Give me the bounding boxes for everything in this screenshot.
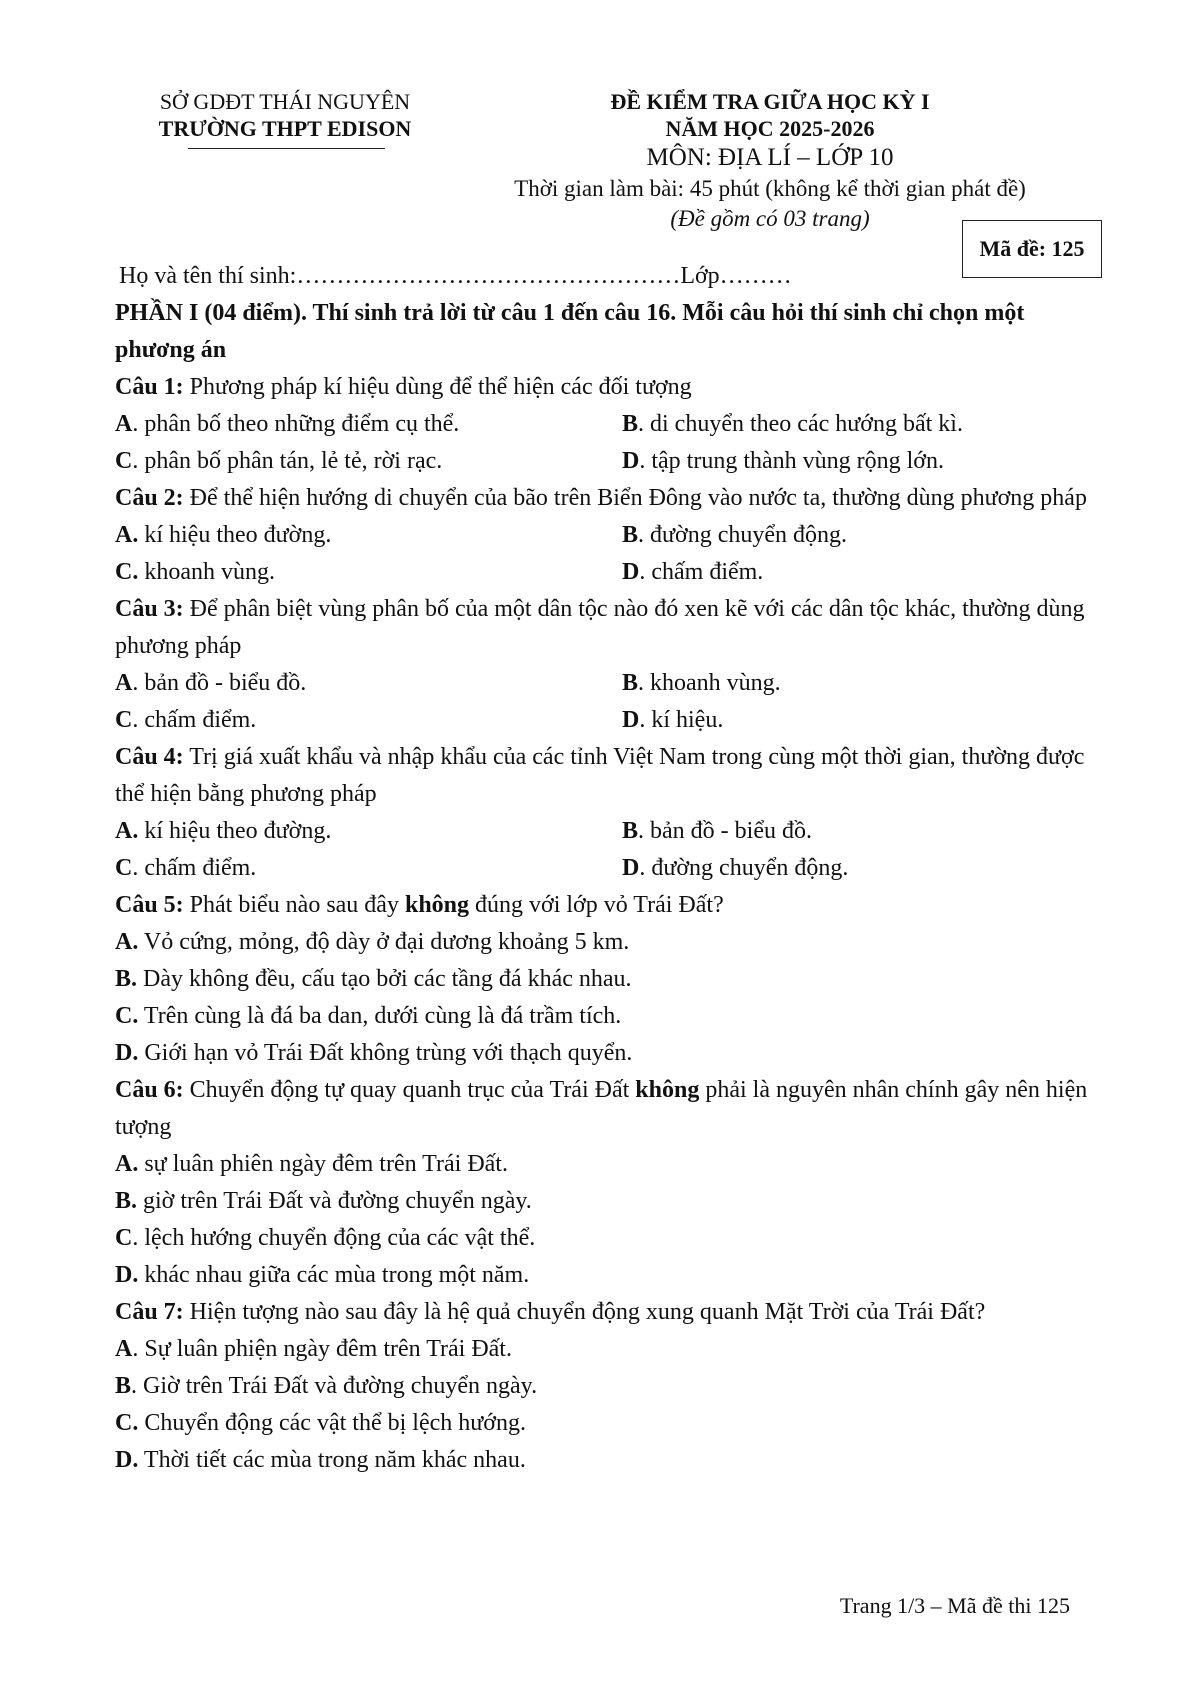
option-d bbox=[115, 1442, 1090, 1479]
student-info-line: Họ và tên thí sinh:…………………………………………Lớp……… bbox=[119, 263, 792, 289]
option-sep: . bbox=[639, 707, 652, 733]
option-text: Vỏ cứng, mỏng, độ dày ở đại dương khoảng 5 km. bbox=[143, 929, 630, 955]
option-letter: B bbox=[622, 411, 639, 437]
option-a bbox=[115, 517, 622, 554]
option-c bbox=[115, 702, 622, 739]
option-sep: . bbox=[132, 670, 145, 696]
options-grid bbox=[115, 665, 1090, 739]
option-text: bản đồ - biểu đồ. bbox=[144, 670, 307, 696]
school-underline bbox=[188, 148, 385, 149]
option-letter: A. bbox=[115, 1151, 139, 1177]
subject: MÔN: ĐỊA LÍ – LỚP 10 bbox=[646, 144, 894, 171]
option-letter: B. bbox=[115, 1188, 138, 1214]
option-d bbox=[622, 554, 1090, 591]
exam-content bbox=[115, 258, 1090, 1479]
question-3 bbox=[115, 591, 1090, 739]
question-stem bbox=[115, 1072, 1090, 1146]
question-6 bbox=[115, 1072, 1090, 1294]
option-letter: C bbox=[115, 855, 133, 881]
question-stem bbox=[115, 1294, 1090, 1331]
option-sep: . bbox=[132, 448, 145, 474]
question-text: đúng với lớp vỏ Trái Đất? bbox=[469, 892, 724, 918]
option-letter: C. bbox=[115, 559, 139, 585]
header-right bbox=[500, 88, 1040, 234]
option-text: Sự luân phiện ngày đêm trên Trái Đất. bbox=[144, 1336, 512, 1362]
question-label: Câu 6: bbox=[115, 1077, 184, 1103]
option-letter: D bbox=[622, 707, 640, 733]
option-text: đường chuyển động. bbox=[651, 855, 849, 881]
question-stem bbox=[115, 591, 1090, 665]
option-text: đường chuyển động. bbox=[650, 522, 848, 548]
option-text: Chuyển động các vật thể bị lệch hướng. bbox=[144, 1410, 526, 1436]
question-2 bbox=[115, 480, 1090, 591]
option-letter: B bbox=[115, 1373, 132, 1399]
option-text: Giới hạn vỏ Trái Đất không trùng với thạch quyển. bbox=[144, 1040, 633, 1066]
option-text: khác nhau giữa các mùa trong một năm. bbox=[144, 1262, 530, 1288]
option-a bbox=[115, 665, 622, 702]
question-label: Câu 3: bbox=[115, 596, 184, 622]
duration: Thời gian làm bài: 45 phút (không kể thời gian phát đề) bbox=[514, 176, 1026, 201]
options-grid bbox=[115, 406, 1090, 480]
question-text: Trị giá xuất khẩu và nhập khẩu của các tỉnh Việt Nam trong cùng một thời gian, thường được thể hiện bằng phương pháp bbox=[115, 744, 1085, 807]
question-stem bbox=[115, 739, 1090, 813]
option-a bbox=[115, 406, 622, 443]
option-d bbox=[622, 443, 1090, 480]
part1-title: PHẦN I (04 điểm). Thí sinh trả lời từ câu 1 đến câu 16. Mỗi câu hỏi thí sinh chỉ chọn một phương án bbox=[115, 300, 1025, 363]
options-list bbox=[115, 924, 1090, 1072]
option-letter: B bbox=[622, 670, 639, 696]
option-letter: A bbox=[115, 411, 133, 437]
option-c bbox=[115, 850, 622, 887]
option-b bbox=[622, 517, 1090, 554]
option-b bbox=[115, 1368, 1090, 1405]
header-left bbox=[140, 88, 430, 142]
option-letter: D. bbox=[115, 1447, 139, 1473]
option-sep: . bbox=[132, 1225, 145, 1251]
question-label: Câu 1: bbox=[115, 374, 184, 400]
option-a bbox=[115, 1146, 1090, 1183]
option-sep: . bbox=[132, 855, 145, 881]
page-footer: Trang 1/3 – Mã đề thi 125 bbox=[839, 1593, 1070, 1618]
pages-note: (Đề gồm có 03 trang) bbox=[670, 206, 870, 231]
question-7 bbox=[115, 1294, 1090, 1479]
option-letter: C bbox=[115, 448, 133, 474]
option-d bbox=[115, 1257, 1090, 1294]
option-sep: . bbox=[132, 1336, 145, 1362]
option-c bbox=[115, 443, 622, 480]
question-text: Phương pháp kí hiệu dùng để thể hiện các đối tượng bbox=[183, 374, 692, 400]
option-letter: B. bbox=[115, 966, 138, 992]
option-text: chấm điểm. bbox=[651, 559, 764, 585]
question-stem bbox=[115, 480, 1090, 517]
option-sep: . bbox=[131, 1373, 144, 1399]
option-letter: A. bbox=[115, 522, 139, 548]
question-text: phải là nguyên nhân chính gây nên hiện tượng bbox=[115, 1077, 1088, 1140]
question-text: Chuyển động tự quay quanh trục của Trái Đất bbox=[183, 1077, 636, 1103]
option-letter: B bbox=[622, 818, 639, 844]
option-sep: . bbox=[638, 522, 651, 548]
school-name: TRƯỜNG THPT EDISON bbox=[158, 116, 412, 141]
option-sep: . bbox=[638, 411, 651, 437]
option-letter: B bbox=[622, 522, 639, 548]
question-label: Câu 5: bbox=[115, 892, 184, 918]
option-text: kí hiệu. bbox=[651, 707, 724, 733]
exam-title: ĐỀ KIỂM TRA GIỮA HỌC KỲ I bbox=[610, 89, 930, 114]
question-text: Để phân biệt vùng phân bố của một dân tộc nào đó xen kẽ với các dân tộc khác, thường dùng phương pháp bbox=[115, 596, 1085, 659]
exam-code: Mã đề: 125 bbox=[979, 236, 1085, 261]
department-name: SỞ GDĐT THÁI NGUYÊN bbox=[159, 89, 411, 114]
option-letter: C bbox=[115, 707, 133, 733]
option-c bbox=[115, 1220, 1090, 1257]
question-stem bbox=[115, 369, 1090, 406]
options-list bbox=[115, 1146, 1090, 1294]
option-c bbox=[115, 1405, 1090, 1442]
option-sep: . bbox=[132, 707, 145, 733]
option-letter: A bbox=[115, 670, 133, 696]
option-b bbox=[622, 665, 1090, 702]
option-sep: . bbox=[639, 855, 652, 881]
options-list bbox=[115, 1331, 1090, 1479]
option-text: di chuyển theo các hướng bất kì. bbox=[650, 411, 963, 437]
option-letter: C. bbox=[115, 1003, 139, 1029]
option-c bbox=[115, 554, 622, 591]
option-sep: . bbox=[639, 448, 652, 474]
option-letter: D bbox=[622, 855, 640, 881]
option-letter: C bbox=[115, 1225, 133, 1251]
option-letter: D bbox=[622, 559, 640, 585]
option-sep: . bbox=[132, 411, 145, 437]
question-text: Hiện tượng nào sau đây là hệ quả chuyển động xung quanh Mặt Trời của Trái Đất? bbox=[183, 1299, 986, 1325]
option-b bbox=[115, 961, 1090, 998]
question-label: Câu 4: bbox=[115, 744, 184, 770]
option-d bbox=[622, 702, 1090, 739]
school-year: NĂM HỌC 2025-2026 bbox=[665, 116, 875, 141]
option-letter: D. bbox=[115, 1040, 139, 1066]
option-text: giờ trên Trái Đất và đường chuyển ngày. bbox=[143, 1188, 532, 1214]
option-a bbox=[115, 813, 622, 850]
question-label: Câu 7: bbox=[115, 1299, 184, 1325]
option-text: sự luân phiên ngày đêm trên Trái Đất. bbox=[144, 1151, 508, 1177]
option-d bbox=[115, 1035, 1090, 1072]
option-text: Thời tiết các mùa trong năm khác nhau. bbox=[143, 1447, 526, 1473]
question-5 bbox=[115, 887, 1090, 1072]
option-letter: D bbox=[622, 448, 640, 474]
question-stem bbox=[115, 887, 1090, 924]
option-text: chấm điểm. bbox=[144, 707, 257, 733]
question-emphasis: không bbox=[635, 1077, 700, 1103]
question-1 bbox=[115, 369, 1090, 480]
option-text: kí hiệu theo đường. bbox=[144, 818, 332, 844]
option-letter: A bbox=[115, 1336, 133, 1362]
option-text: khoanh vùng. bbox=[144, 559, 275, 585]
option-sep: . bbox=[638, 670, 651, 696]
option-a bbox=[115, 924, 1090, 961]
option-text: bản đồ - biểu đồ. bbox=[650, 818, 812, 844]
question-text: Phát biểu nào sau đây bbox=[183, 892, 405, 918]
option-sep: . bbox=[639, 559, 652, 585]
option-letter: C. bbox=[115, 1410, 139, 1436]
option-letter: A. bbox=[115, 818, 139, 844]
question-text: Để thể hiện hướng di chuyển của bão trên Biển Đông vào nước ta, thường dùng phương pháp bbox=[183, 485, 1087, 511]
option-text: chấm điểm. bbox=[144, 855, 257, 881]
option-sep: . bbox=[638, 818, 651, 844]
option-text: phân bố theo những điểm cụ thể. bbox=[144, 411, 460, 437]
question-emphasis: không bbox=[404, 892, 470, 918]
option-text: Dày không đều, cấu tạo bởi các tầng đá khác nhau. bbox=[143, 966, 632, 992]
options-grid bbox=[115, 517, 1090, 591]
option-c bbox=[115, 998, 1090, 1035]
option-text: lệch hướng chuyển động của các vật thể. bbox=[144, 1225, 536, 1251]
option-text: Giờ trên Trái Đất và đường chuyển ngày. bbox=[143, 1373, 538, 1399]
option-b bbox=[622, 813, 1090, 850]
option-text: kí hiệu theo đường. bbox=[144, 522, 332, 548]
option-text: tập trung thành vùng rộng lớn. bbox=[651, 448, 944, 474]
question-4 bbox=[115, 739, 1090, 887]
option-b bbox=[115, 1183, 1090, 1220]
options-grid bbox=[115, 813, 1090, 887]
option-a bbox=[115, 1331, 1090, 1368]
option-letter: D. bbox=[115, 1262, 139, 1288]
option-d bbox=[622, 850, 1090, 887]
option-text: Trên cùng là đá ba dan, dưới cùng là đá trầm tích. bbox=[143, 1003, 622, 1029]
option-text: phân bố phân tán, lẻ tẻ, rời rạc. bbox=[144, 448, 443, 474]
option-text: khoanh vùng. bbox=[650, 670, 781, 696]
question-label: Câu 2: bbox=[115, 485, 184, 511]
option-letter: A. bbox=[115, 929, 139, 955]
option-b bbox=[622, 406, 1090, 443]
